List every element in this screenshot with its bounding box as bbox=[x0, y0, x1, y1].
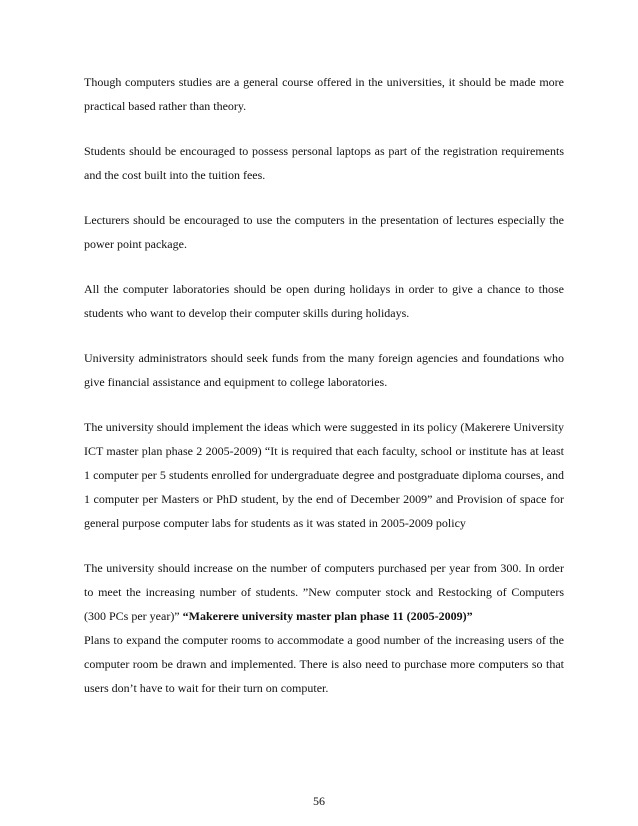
paragraph-expand-rooms: Plans to expand the computer rooms to accommodate a good number of the increasing users of the computer room be drawn and implemented. There is also need to purchase more computers so that users don’t have to wait for their turn on computer. bbox=[84, 633, 564, 695]
paragraph-practical-course: Though computers studies are a general course offered in the universities, it should be made more practical based rather than theory. bbox=[84, 75, 564, 113]
paragraph-increase-computers bbox=[84, 556, 564, 628]
paragraph-ict-master-plan: The university should implement the ideas which were suggested in its policy (Makerere University ICT master plan phase 2 2005-2009) “It is required that each faculty, school or institute has at least 1 computer per 5 students enrolled for undergraduate degree and postgraduate diploma courses, and 1 computer per Masters or PhD student, by the end of December 2009” and Provision of space for general purpose computer labs for students as it was stated in 2005-2009 policy bbox=[84, 420, 564, 530]
paragraph-administrators-funds: University administrators should seek funds from the many foreign agencies and foundations who give financial assistance and equipment to college laboratories. bbox=[84, 351, 564, 389]
paragraph-increase-computers-text: The university should increase on the number of computers purchased per year from 300. In order to meet the increasing number of students. ”New computer stock and Restocking of Computers (300 PCs per year)” bbox=[84, 561, 564, 623]
paragraph-holiday-labs: All the computer laboratories should be open during holidays in order to give a chance to those students who want to develop their computer skills during holidays. bbox=[84, 282, 564, 320]
master-plan-citation: “Makerere university master plan phase 11 (2005-2009)” bbox=[182, 609, 473, 623]
paragraph-personal-laptops: Students should be encouraged to possess personal laptops as part of the registration requirements and the cost built into the tuition fees. bbox=[84, 144, 564, 182]
page-number: 56 bbox=[313, 794, 325, 808]
page-body bbox=[84, 70, 564, 700]
paragraph-lecturers: Lecturers should be encouraged to use the computers in the presentation of lectures especially the power point package. bbox=[84, 213, 564, 251]
